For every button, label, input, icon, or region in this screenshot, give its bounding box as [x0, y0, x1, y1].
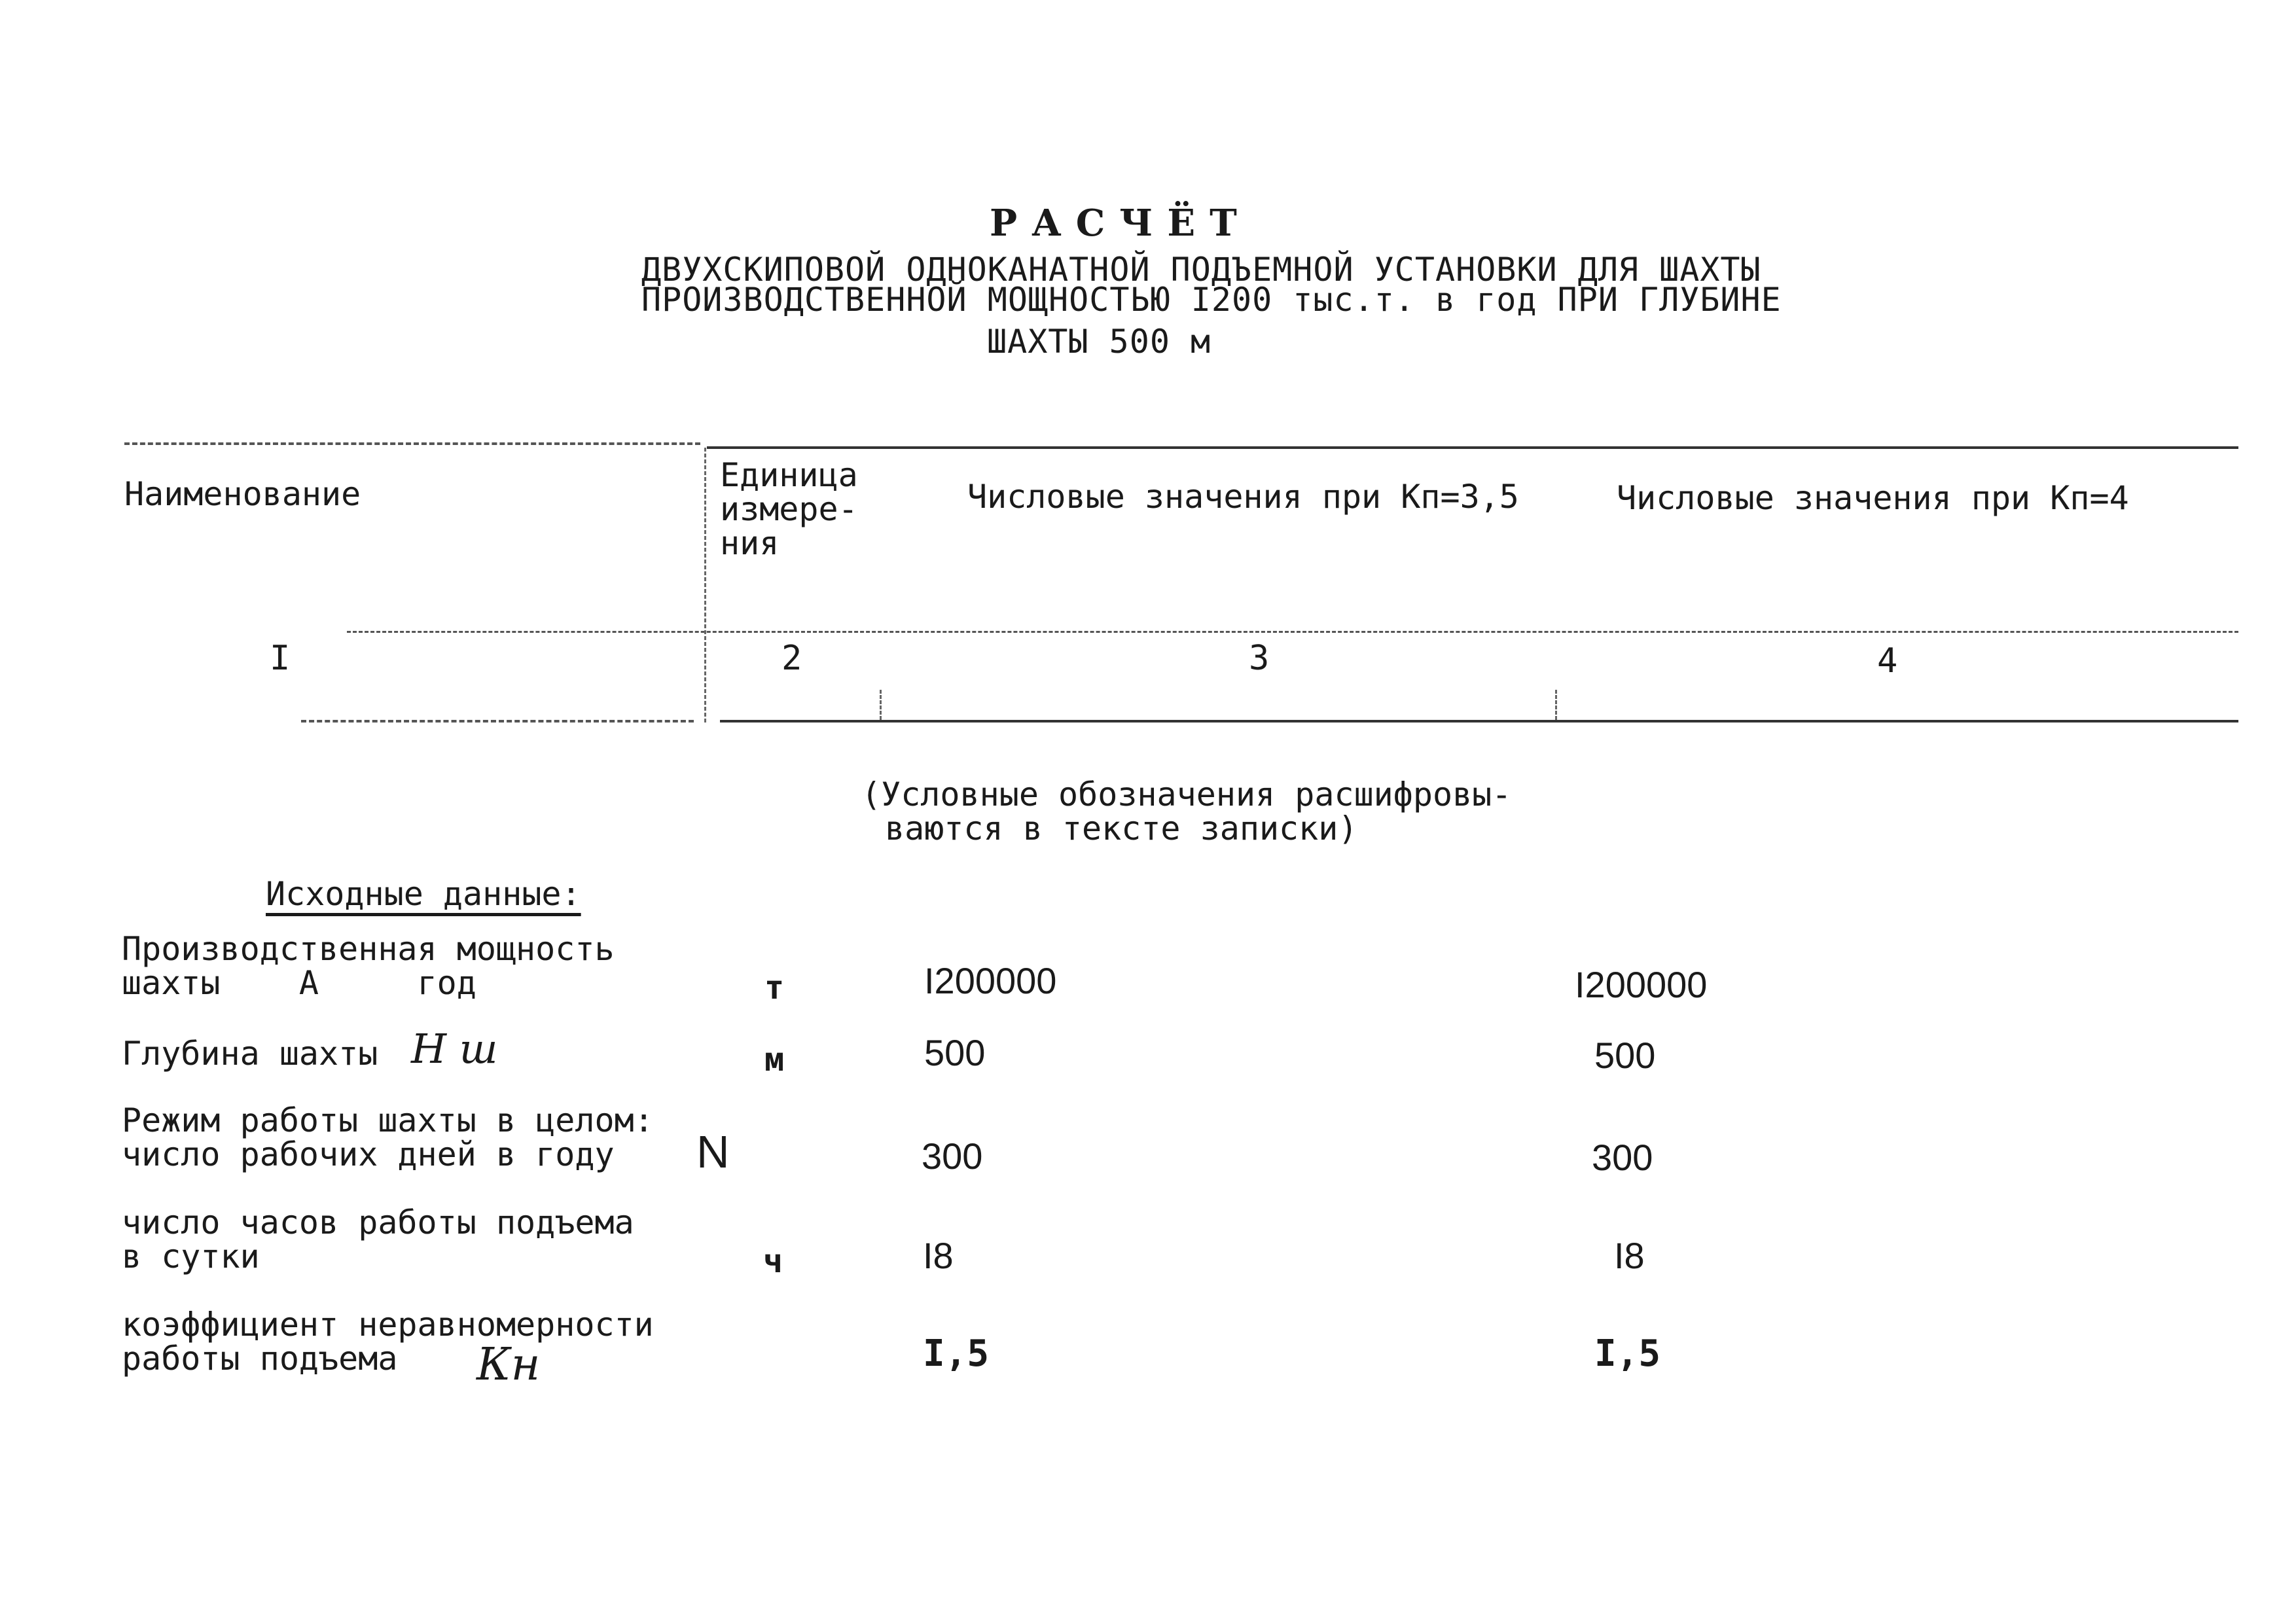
header-unit-line-2: измере-	[720, 490, 858, 528]
row-4-label	[122, 1205, 634, 1274]
row-2-label: Глубина шахты	[122, 1035, 378, 1073]
header-values-kp35: Числовые значения при Кп=3,5	[967, 478, 1519, 516]
row-1-value-kp4: I200000	[1575, 964, 1708, 1005]
row-1-label	[122, 932, 615, 1000]
note-line-2: ваются в тексте записки)	[885, 810, 1358, 847]
col-number-3: 3	[1249, 639, 1270, 678]
header-name: Наименование	[124, 475, 361, 513]
header-unit	[720, 458, 858, 560]
row-1-label-line-1: Производственная мощность	[122, 930, 615, 968]
row-5-value-kp4: I,5	[1594, 1332, 1661, 1375]
row-5-value-kp35: I,5	[923, 1332, 990, 1375]
row-3-symbol: N	[696, 1126, 730, 1177]
row-4-value-kp4: I8	[1614, 1235, 1645, 1276]
row-5-label	[122, 1308, 654, 1376]
row-5-label-line-1: коэффициент неравномерности	[122, 1306, 654, 1344]
table-col-divider-small	[880, 690, 882, 720]
note-line-1: (Условные обозначения расшифровы-	[861, 776, 1512, 813]
subtitle-line-1: ДВУХСКИПОВОЙ ОДНОКАНАТНОЙ ПОДЪЕМНОЙ УСТАНОВКИ ДЛЯ ШАХТЫ	[641, 251, 1761, 289]
header-unit-line-1: Единица	[720, 456, 858, 494]
col-number-1: I	[270, 639, 291, 678]
table-bottom-rule-left	[301, 720, 694, 722]
row-3-value-kp4: 300	[1592, 1137, 1653, 1178]
header-values-kp4: Числовые значения при Кп=4	[1617, 479, 2129, 517]
row-4-unit: ч	[763, 1242, 783, 1280]
table-mid-rule	[347, 631, 2238, 633]
table-bottom-rule-right	[720, 720, 2238, 722]
row-1-unit: т	[764, 969, 785, 1007]
table-top-rule-left	[124, 442, 700, 445]
row-5-label-line-2: работы подъема	[122, 1340, 398, 1378]
row-3-label-line-1: Режим работы шахты в целом:	[122, 1101, 654, 1139]
subtitle-line-3: ШАХТЫ 500 м	[987, 323, 1211, 361]
row-1-label-line-2: шахты А год	[122, 964, 476, 1002]
document-title: РАСЧЁТ	[990, 202, 1251, 245]
row-2-value-kp35: 500	[924, 1032, 986, 1073]
row-3-label-line-2: число рабочих дней в году	[122, 1135, 615, 1173]
table-top-rule-right	[707, 446, 2238, 449]
col-number-4: 4	[1877, 641, 1898, 681]
col-number-2: 2	[781, 639, 802, 678]
row-2-value-kp4: 500	[1594, 1035, 1656, 1076]
row-4-label-line-2: в сутки	[122, 1238, 260, 1275]
table-col-divider	[704, 448, 706, 722]
row-3-value-kp35: 300	[922, 1135, 983, 1177]
row-5-symbol: Кн	[476, 1339, 541, 1391]
row-3-label	[122, 1103, 654, 1171]
subtitle-line-2: ПРОИЗВОДСТВЕННОЙ МОЩНОСТЬЮ I200 тыс.т. в год ПРИ ГЛУБИНЕ	[641, 281, 1782, 319]
row-2-unit: м	[764, 1041, 785, 1079]
row-4-label-line-1: число часов работы подъема	[122, 1204, 634, 1241]
section-title: Исходные данные:	[266, 875, 581, 913]
row-2-symbol: Н ш	[411, 1025, 498, 1073]
header-unit-line-3: ния	[720, 524, 780, 562]
table-col-divider-small-2	[1555, 690, 1557, 720]
row-4-value-kp35: I8	[923, 1235, 954, 1276]
row-1-value-kp35: I200000	[924, 960, 1057, 1001]
